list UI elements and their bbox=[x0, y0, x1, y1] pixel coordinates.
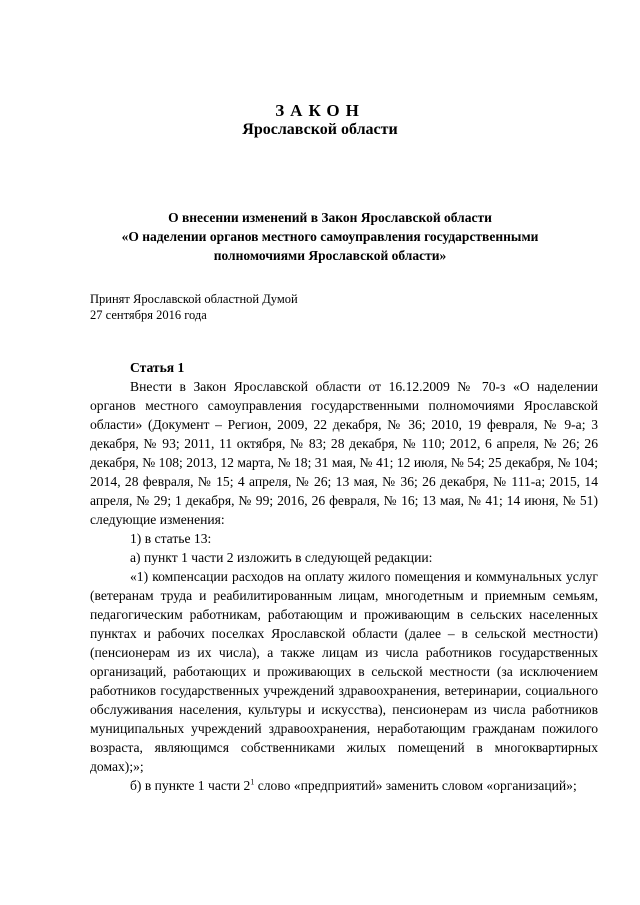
amendment-quote: «1) компенсации расходов на оплату жилого помещения и коммунальных услуг (ветеранам труда и реабилитированным лицам, многодетным и приемным семьям, педагогическим работникам, работающим и проживающим в сельских населенных пунктах и рабочих поселках Ярославской области (далее – в сельской местности) (пенсионерам из их числа), а также лицам из числа работников государственных организаций, работающих и проживающих в сельской местности (за исключением работников государственных учреждений здравоохранения, ветеринарии, социального обслуживания населения, культуры и искусства), пенсионерам из числа работников муниципальных учреждений здравоохранения, неработающим гражданам пожилого возраста, являющимся собственниками жилых помещений в многоквартирных домах);»; bbox=[90, 569, 598, 774]
adoption-date: 27 сентября 2016 года bbox=[90, 308, 207, 322]
article-intro: Внести в Закон Ярославской области от 16.12.2009 № 70-з «О наделении органов местного самоуправления государственными полномочиями Ярославской области» (Документ – Регион, 2009, 22 декабря, № 36; 2010, 19 февраля, № 9-а; 3 декабря, № 93; 2011, 11 октября, № 83; 28 декабря, № 110; 2012, 6 апреля, № 26; 26 декабря, № 108; 2013, 12 марта, № 18; 31 мая, № 41; 12 июля, № 54; 25 декабря, № 104; 2014, 28 февраля, № 15; 4 апреля, № 26; 13 мая, № 36; 26 декабря, № 111-а; 2015, 14 апреля, № 29; 1 декабря, № 99; 2016, 26 февраля, № 16; 13 мая, № 41; 14 июня, № 51) следующие изменения: bbox=[90, 379, 598, 527]
adoption-note bbox=[90, 291, 298, 323]
adoption-line-1: Принят Ярославской областной Думой bbox=[90, 292, 298, 306]
article-body bbox=[90, 358, 598, 795]
heading-line-1: О внесении изменений в Закон Ярославской области bbox=[168, 210, 492, 225]
law-heading bbox=[60, 208, 600, 265]
heading-line-3: полномочиями Ярославской области» bbox=[213, 248, 447, 263]
item-1b-end: слово «предприятий» заменить словом «организаций»; bbox=[254, 778, 577, 793]
item-1b-start: б) в пункте 1 части 2 bbox=[130, 778, 251, 793]
item-1: 1) в статье 13: bbox=[130, 531, 212, 546]
item-1b-superscript: 1 bbox=[250, 777, 255, 787]
item-1b bbox=[90, 776, 598, 795]
heading-line-2: «О наделении органов местного самоуправления государственными bbox=[121, 229, 539, 244]
article-title: Статья 1 bbox=[130, 360, 185, 375]
law-title: ЗАКОН bbox=[275, 101, 365, 120]
item-1a: а) пункт 1 части 2 изложить в следующей редакции: bbox=[130, 550, 433, 565]
law-region: Ярославской области bbox=[242, 121, 398, 138]
